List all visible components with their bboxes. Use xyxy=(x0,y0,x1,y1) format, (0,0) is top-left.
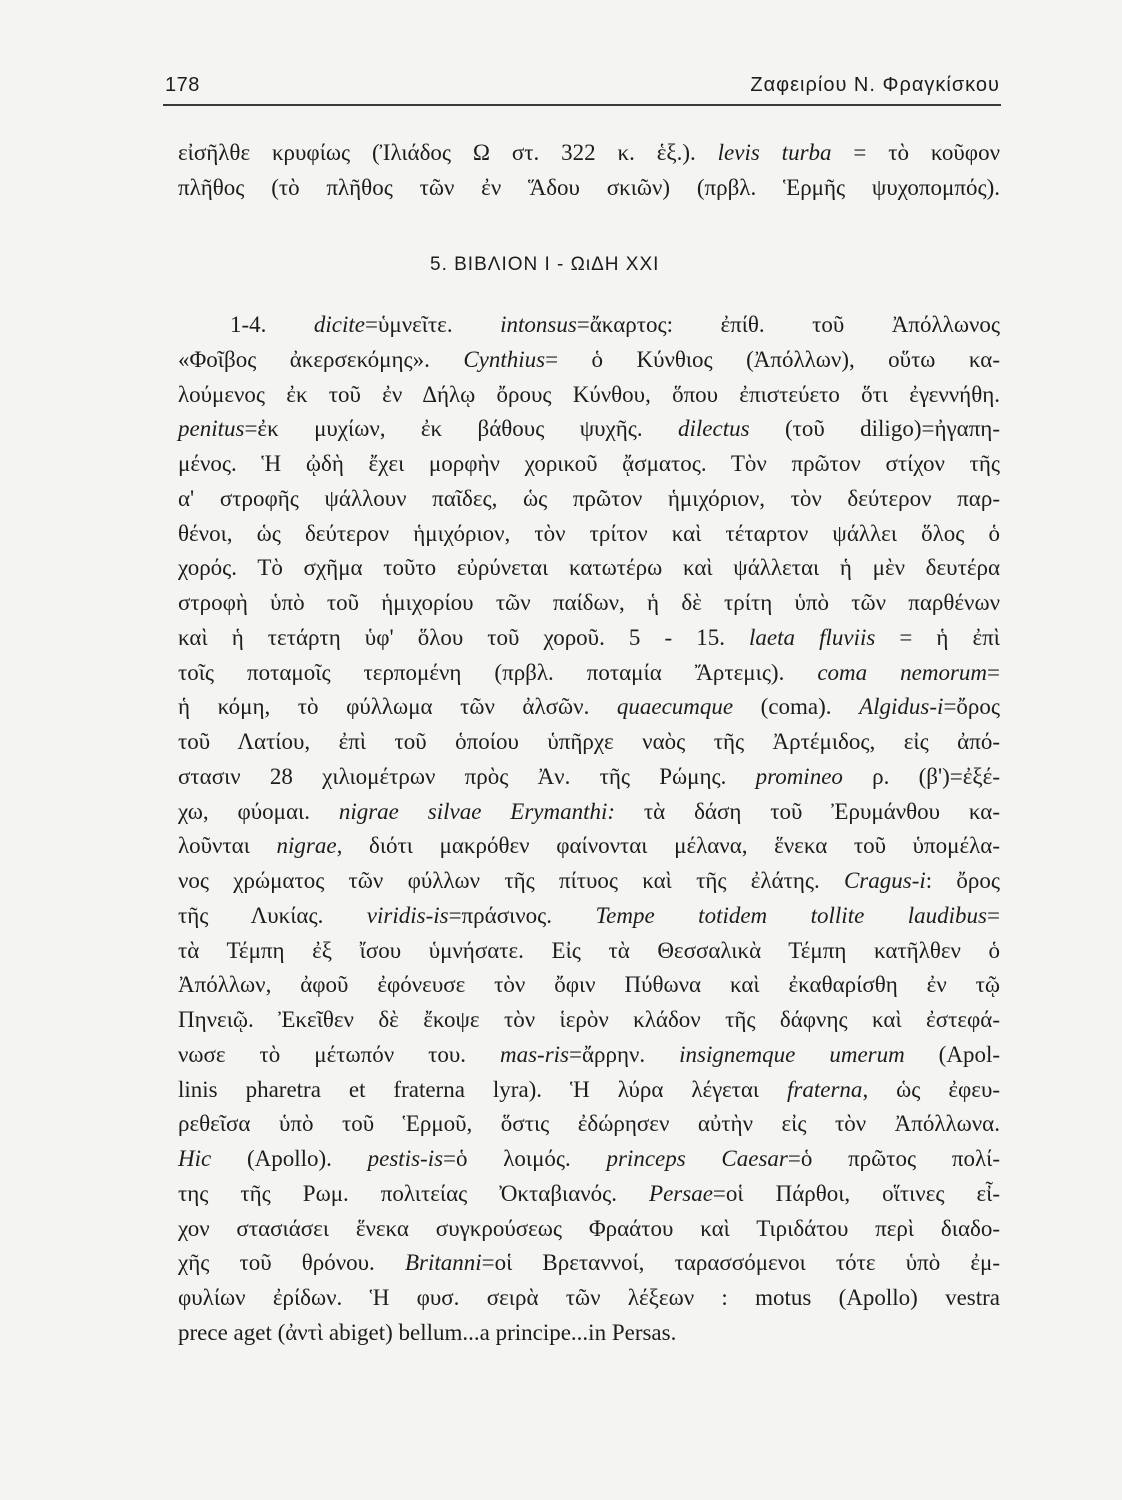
text-run: prece aget (ἀντὶ abiget) bellum...a principe...in Persas. xyxy=(178,1319,677,1345)
text-run: στασιν 28 χιλιομέτρων πρὸς Ἀν. τῆς Ρώμης. xyxy=(178,763,756,789)
text-line xyxy=(178,378,1000,413)
latin-term: Persae xyxy=(649,1180,713,1206)
text-line xyxy=(178,760,1000,795)
text-line xyxy=(178,171,1000,206)
running-title: Ζαφειρίου Ν. Φραγκίσκου xyxy=(750,74,1000,96)
text-run: χω, φύομαι. xyxy=(178,798,339,824)
text-line xyxy=(178,934,1000,969)
latin-term: princeps Caesar xyxy=(606,1146,788,1171)
text-run: ἡ κόμη, τὸ φύλλωμα τῶν ἀλσῶν. xyxy=(178,694,617,720)
text-run: Ἀπόλλων, ἀφοῦ ἐφόνευσε τὸν ὄφιν Πύθωνα καὶ ἐκαθαρίσθη ἐν τῷ xyxy=(178,972,1000,998)
latin-term: Britanni xyxy=(404,1250,482,1276)
text-line xyxy=(178,1246,1000,1281)
text-line xyxy=(178,864,1000,899)
text-run: ρεθεῖσα ὑπὸ τοῦ Ἑρμοῦ, ὅστις ἐδώρησεν αὐτὴν εἰς τὸν Ἀπόλλωνα. xyxy=(178,1111,1000,1137)
text-run: Πηνειῷ. Ἐκεῖθεν δὲ ἔκοψε τὸν ἱερὸν κλάδον τῆς δάφνης καὶ ἐστεφά- xyxy=(178,1007,1000,1032)
latin-term: Cynthius xyxy=(463,346,546,372)
text-line xyxy=(178,725,1000,760)
text-run: λοῦνται xyxy=(178,833,277,859)
latin-term: intonsus xyxy=(500,312,577,337)
text-run: διότι μακρόθεν φαίνονται μέλανα, ἕνεκα τοῦ ὑπομέλα- xyxy=(342,833,1000,859)
text-run: χον στασιάσει ἕνεκα συγκρούσεως Φραάτου καὶ Τιριδάτου περὶ διαδο- xyxy=(178,1215,1000,1241)
text-run: =ἐκ μυχίων, ἐκ βάθους ψυχῆς. xyxy=(244,416,678,442)
text-line xyxy=(178,1073,1000,1108)
text-run: (Apol- xyxy=(904,1041,1001,1067)
latin-term: viridis-is xyxy=(366,902,449,928)
latin-term: pestis-is xyxy=(367,1146,444,1171)
text-line xyxy=(178,1038,1000,1073)
text-line xyxy=(178,586,1000,621)
text-run: τοῖς ποταμοῖς τερπομένη (πρβλ. ποταμία Ἄρτεμις). xyxy=(178,659,818,685)
text-line xyxy=(178,1107,1000,1142)
text-line xyxy=(178,551,1000,586)
text-run: =ὁ λοιμός. xyxy=(443,1146,607,1171)
text-run: καὶ ἡ τετάρτη ὑφ' ὅλου τοῦ χοροῦ. 5 - 15. xyxy=(178,624,750,650)
text-line xyxy=(178,136,1000,171)
text-line xyxy=(178,517,1000,552)
text-run: , ὡς ἐφευ- xyxy=(862,1076,1000,1102)
text-line xyxy=(178,343,1000,378)
text-run: =οἱ Βρεταννοί, ταρασσόμενοι τότε ὑπὸ ἐμ- xyxy=(481,1250,1000,1276)
latin-term: Cragus-i xyxy=(843,868,926,893)
latin-term: nigrae, xyxy=(276,833,343,859)
text-run: νος χρώματος τῶν φύλλων τῆς πίτυος καὶ τῆς ἐλάτης. xyxy=(178,868,844,893)
text-run: χορός. Τὸ σχῆμα τοῦτο εὐρύνεται κατωτέρω καὶ ψάλλεται ἡ μὲν δευτέρα xyxy=(178,555,1000,581)
section-heading: 5. ΒΙΒΛΙΟΝ Ι - ΩιΔΗ XXI xyxy=(430,254,660,275)
text-run: (Apollo). xyxy=(211,1146,368,1171)
text-line xyxy=(178,656,1000,691)
text-run: εἰσῆλθε κρυφίως (Ἰλιάδος Ω στ. 322 κ. ἑξ.). xyxy=(178,140,718,165)
latin-term: levis turba xyxy=(717,140,832,165)
text-line xyxy=(178,482,1000,517)
text-run: =πράσινος. xyxy=(448,902,596,928)
text-run: τῆς Λυκίας. xyxy=(178,902,367,928)
text-run: χῆς τοῦ θρόνου. xyxy=(178,1250,405,1276)
text-run: μένος. Ἡ ᾠδὴ ἔχει μορφὴν χορικοῦ ᾄσματος. Τὸν πρῶτον στίχον τῆς xyxy=(178,451,1000,476)
latin-term: Tempe totidem tollite laudibus xyxy=(595,902,987,928)
latin-term: nigrae silvae Erymanthi: xyxy=(338,798,616,824)
latin-term: quaecumque xyxy=(616,694,734,720)
text-run: φυλίων ἐρίδων. Ἡ φυσ. σειρὰ τῶν λέξεων : motus (Apollo) vestra xyxy=(178,1285,1000,1310)
text-run: =ἄρρην. xyxy=(568,1041,680,1067)
text-run: =οἱ Πάρθοι, οἵτινες εἶ- xyxy=(712,1180,1000,1206)
text-line xyxy=(178,1316,1000,1351)
text-line xyxy=(178,968,1000,1003)
text-line xyxy=(178,1142,1000,1177)
text-run: στροφὴ ὑπὸ τοῦ ἡμιχορίου τῶν παίδων, ἡ δὲ τρίτη ὑπὸ τῶν παρθένων xyxy=(178,590,1000,615)
latin-term: penitus xyxy=(178,416,245,442)
text-run: πλῆθος (τὸ πλῆθος τῶν ἐν Ἅδου σκιῶν) (πρβλ. Ἑρμῆς ψυχοπομπός). xyxy=(178,174,1000,200)
text-run: τὰ Τέμπη ἐξ ἴσου ὑμνήσατε. Εἰς τὰ Θεσσαλικὰ Τέμπη κατῆλθεν ὁ xyxy=(178,937,1000,963)
text-run: = ὁ Κύνθιος (Ἀπόλλων), οὕτω κα- xyxy=(545,346,1000,372)
latin-term: insignemque umerum xyxy=(679,1041,905,1067)
text-run: 1-4. xyxy=(230,312,314,337)
text-run: = xyxy=(986,902,1000,928)
latin-term: dilectus xyxy=(678,416,750,442)
text-run: ρ. (β')=ἐξέ- xyxy=(842,763,1000,789)
text-run: =ὁ πρῶτος πολί- xyxy=(787,1146,1000,1171)
text-run: =ἄκαρτος: ἐπίθ. τοῦ Ἀπόλλωνος xyxy=(576,312,1000,337)
latin-term: fraterna xyxy=(787,1076,863,1102)
text-line xyxy=(178,1212,1000,1247)
latin-term: coma nemorum xyxy=(817,659,988,685)
paragraph-commentary xyxy=(178,308,1000,1351)
text-run: (τοῦ diligo)=ἠγαπη- xyxy=(749,416,1000,442)
latin-term: Hic xyxy=(178,1146,212,1171)
text-run: =ὑμνεῖτε. xyxy=(365,312,501,337)
running-head xyxy=(165,74,1000,97)
text-line xyxy=(178,412,1000,447)
text-line xyxy=(178,899,1000,934)
text-run: της τῆς Ρωμ. πολιτείας Ὀκταβιανός. xyxy=(178,1180,650,1206)
text-run: linis pharetra et fraterna lyra). Ἡ λύρα λέγεται xyxy=(178,1076,788,1102)
text-line xyxy=(178,1281,1000,1316)
text-line xyxy=(178,690,1000,725)
text-run: «Φοῖβος ἀκερσεκόμης». xyxy=(178,346,464,372)
text-run: τοῦ Λατίου, ἐπὶ τοῦ ὁποίου ὑπῆρχε ναὸς τῆς Ἀρτέμιδος, εἰς ἀπό- xyxy=(178,729,1000,754)
text-line xyxy=(178,1177,1000,1212)
header-rule xyxy=(163,104,1001,106)
page-number: 178 xyxy=(165,74,200,96)
text-line xyxy=(178,447,1000,482)
text-run: θένοι, ὡς δεύτερον ἡμιχόριον, τὸν τρίτον καὶ τέταρτον ψάλλει ὅλος ὁ xyxy=(178,520,1000,546)
text-line xyxy=(178,621,1000,656)
text-line xyxy=(178,829,1000,864)
text-run: = τὸ κοῦφον xyxy=(831,140,1000,165)
latin-term: Algidus-i xyxy=(859,694,944,720)
text-run: νωσε τὸ μέτωπόν του. xyxy=(178,1041,500,1067)
text-run: : ὄρος xyxy=(925,868,1000,893)
latin-term: promineo xyxy=(755,763,843,789)
text-run: = xyxy=(987,659,1000,685)
text-line xyxy=(178,795,1000,830)
text-run: λούμενος ἐκ τοῦ ἐν Δήλῳ ὄρους Κύνθου, ὅπου ἐπιστεύετο ὅτι ἐγεννήθη. xyxy=(178,381,1000,407)
latin-term: mas-ris xyxy=(499,1041,569,1067)
text-run: α' στροφῆς ψάλλουν παῖδες, ὡς πρῶτον ἡμιχόριον, τὸν δεύτερον παρ- xyxy=(178,485,1000,511)
latin-term: dicite xyxy=(313,312,365,337)
latin-term: laeta fluviis xyxy=(749,624,876,650)
paragraph-continuation xyxy=(178,136,1000,206)
text-run: = ἡ ἐπὶ xyxy=(875,624,1000,650)
text-run: (coma). xyxy=(733,694,860,720)
text-run: =ὄρος xyxy=(943,694,1000,720)
text-run: τὰ δάση τοῦ Ἐρυμάνθου κα- xyxy=(615,798,1000,824)
text-line xyxy=(178,308,1000,343)
text-line xyxy=(178,1003,1000,1038)
